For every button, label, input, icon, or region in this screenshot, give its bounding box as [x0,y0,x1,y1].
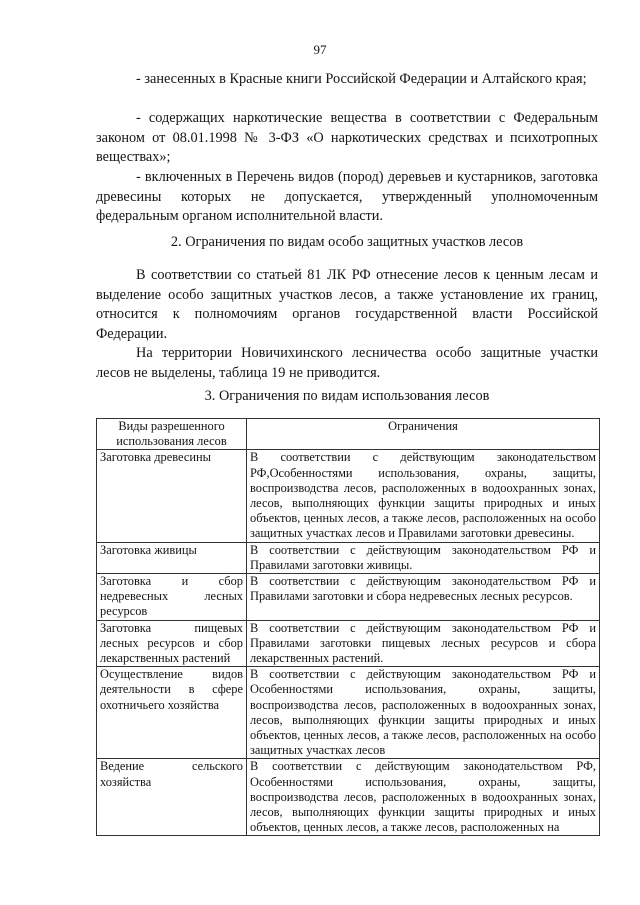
table-row [97,574,600,621]
intro-item-narcotic: - содержащих наркотические вещества в соответствии с Федеральным законом от 08.01.1998 № 3-ФЗ «О наркотических средствах и психотропных веществах»; [96,110,598,165]
section-2-paragraph-1: В соответствии со статьей 81 ЛК РФ отнесение лесов к ценным лесам и выделение особо защитных участков лесов, а также установление их границ, относится к полномочиям органов государственной власти Российской Федерации. [96,267,598,342]
table-cell-use: Заготовка древесины [97,450,247,542]
table-row [97,759,600,836]
table-cell-restriction: В соответствии с действующим законодательством РФ и Правилами заготовки живицы. [247,542,600,573]
table-cell-restriction: В соответствии с действующим законодательством РФ и Правилами заготовки и сбора недревесных лесных ресурсов. [247,574,600,621]
table-cell-restriction: В соответствии с действующим законодательством РФ и Правилами заготовки пищевых лесных ресурсов и сбора лекарственных растений. [247,620,600,667]
intro-item-prohibited-species: - включенных в Перечень видов (пород) деревьев и кустарников, заготовка древесины которых не допускается, утвержденный уполномоченным федеральным органом исполнительной власти. [96,169,598,224]
section-2-paragraph-2: На территории Новичихинского лесничества особо защитные участки лесов не выделены, таблица 19 не приводится. [96,345,598,381]
table-cell-use: Ведение сельского хозяйства [97,759,247,836]
table-cell-restriction: В соответствии с действующим законодательством РФ,Особенностями использования, охраны, защиты, воспроизводства лесов, расположенных в водоохранных зонах, лесов, выполняющих функции защиты природных и иных объектов, ценных лесов, а также лесов, расположенных на особо защитных участках лесов и Правилами заготовки древесины. [247,450,600,542]
table-cell-restriction: В соответствии с действующим законодательством РФ, Особенностями использования, охраны, защиты, воспроизводства лесов, расположенных в водоохранных зонах, лесов, выполняющих функции защиты природных и иных объектов, ценных лесов, а также лесов, расположенных на [247,759,600,836]
section-3-heading: 3. Ограничения по видам использования лесов [204,388,490,404]
page-number: 97 [313,42,327,57]
table-row [97,542,600,573]
table-cell-use: Заготовка пищевых лесных ресурсов и сбор лекарственных растений [97,620,247,667]
table-cell-use: Осуществление видов деятельности в сфере охотничьего хозяйства [97,667,247,759]
table-header-row [97,419,600,450]
table-cell-use: Заготовка и сбор недревесных лесных ресурсов [97,574,247,621]
section-2-heading: 2. Ограничения по видам особо защитных участков лесов [170,234,524,250]
column-header-use-type: Виды разрешенного использования лесов [97,419,247,450]
column-header-restrictions: Ограничения [247,419,600,450]
table-cell-use: Заготовка живицы [97,542,247,573]
table-row [97,620,600,667]
table-cell-restriction: В соответствии с действующим законодательством РФ и Особенностями использования, охраны, защиты, воспроизводства лесов, расположенных в водоохранных зонах, лесов, выполняющих функции защиты природных и иных объектов, ценных лесов, а также лесов, расположенных на особо защитных участках лесов [247,667,600,759]
table-row [97,667,600,759]
table-row [97,450,600,542]
restrictions-table [96,418,600,836]
intro-item-red-books: - занесенных в Красные книги Российской Федерации и Алтайского края; [136,71,587,87]
